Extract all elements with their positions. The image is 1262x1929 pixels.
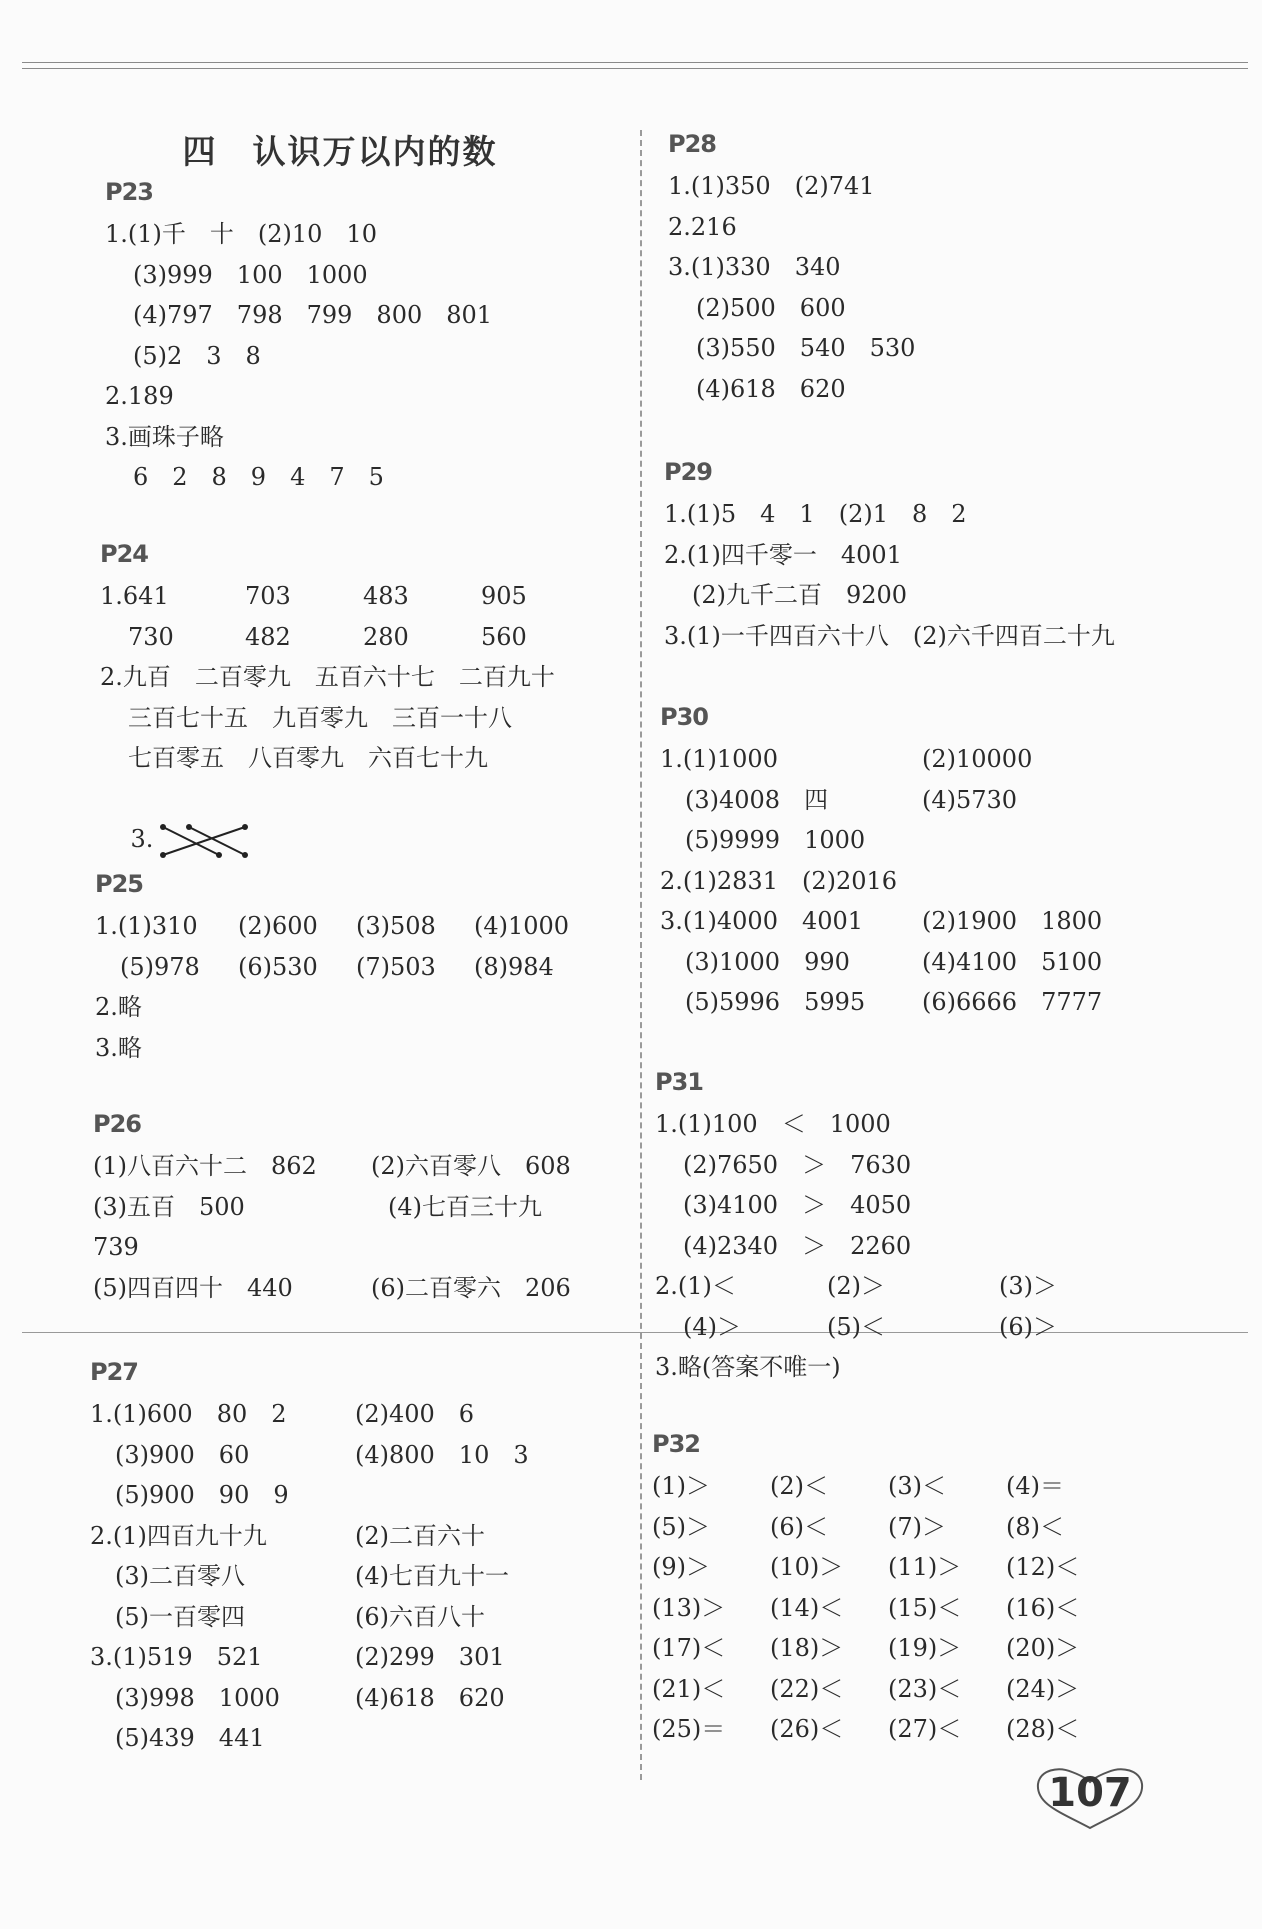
answer-line: 1.(1)100 ＜ 1000 xyxy=(655,1110,891,1138)
answer-line: 七百零五 八百零九 六百七十九 xyxy=(128,744,488,772)
section-heading: P26 xyxy=(93,1110,141,1138)
answer-line: (3)550 540 530 xyxy=(696,334,916,362)
answer-cell: (2)＞ xyxy=(827,1272,885,1300)
answer-row xyxy=(90,1718,529,1759)
top-rule xyxy=(22,62,1248,63)
answer-cell: (4)＞ xyxy=(683,1312,741,1341)
answer-cell: 2.(1)四百九十九 xyxy=(90,1521,267,1550)
answer-cell: (4)4100 5100 xyxy=(922,947,1103,976)
grid-cell: (12)＜ xyxy=(1006,1553,1080,1581)
answer-line: (2)九千二百 9200 xyxy=(692,581,908,609)
grid-cell: (8)＜ xyxy=(1006,1512,1064,1541)
answer-cell: (6)＞ xyxy=(999,1312,1057,1341)
answer-cell: (1)八百六十二 862 xyxy=(93,1152,317,1180)
grid-cell: (4)＝ xyxy=(1006,1472,1064,1500)
answer-row xyxy=(90,1556,529,1597)
section-heading: P31 xyxy=(655,1068,703,1096)
answer-cell: (3)＞ xyxy=(999,1272,1057,1300)
answer-cell: 482 xyxy=(245,622,291,651)
matching-lines-diagram xyxy=(159,821,249,861)
answer-cell: (4)七百三十九 xyxy=(388,1192,542,1221)
answer-cell: (4)七百九十一 xyxy=(355,1562,509,1590)
grid-cell: (5)＞ xyxy=(652,1512,710,1541)
section-heading: P29 xyxy=(664,458,712,486)
answer-cell: 730 xyxy=(128,622,174,651)
section-heading: P30 xyxy=(660,703,708,731)
section-p26 xyxy=(93,1110,571,1308)
answer-line: 2.216 xyxy=(668,212,737,241)
answer-line: 3.略(答案不唯一) xyxy=(655,1353,841,1381)
answer-cell: (3)1000 990 xyxy=(685,947,850,976)
section-heading: P28 xyxy=(668,130,716,158)
answer-line: (2)7650 ＞ 7630 xyxy=(683,1150,912,1179)
answer-cell: (5)978 xyxy=(120,952,200,981)
answer-cell: 483 xyxy=(363,582,409,610)
answer-cell: (2)600 xyxy=(238,912,318,940)
grid-cell: (9)＞ xyxy=(652,1553,710,1581)
column-divider xyxy=(640,130,642,1780)
answer-cell: (3)二百零八 xyxy=(115,1562,245,1590)
answer-row xyxy=(90,1435,529,1476)
section-heading: P24 xyxy=(100,540,148,568)
grid-cell: (23)＜ xyxy=(888,1674,962,1703)
answer-cell: (4)1000 xyxy=(474,912,570,940)
answer-cell: (5)5996 5995 xyxy=(685,988,866,1016)
answer-row xyxy=(660,861,1102,902)
grid-cell: (13)＞ xyxy=(652,1593,726,1622)
answer-cell: (2)1900 1800 xyxy=(922,907,1103,935)
answer-line: 1.(1)5 4 1 (2)1 8 2 xyxy=(664,500,967,528)
section-p27 xyxy=(90,1358,529,1759)
section-heading: P32 xyxy=(652,1430,700,1458)
answer-row xyxy=(90,1678,529,1719)
answer-cell: (5)9999 1000 xyxy=(685,826,866,854)
answer-cell: 2.(1)2831 (2)2016 xyxy=(660,866,898,895)
answer-line: (5)2 3 8 xyxy=(133,341,261,370)
answer-line: 三百七十五 九百零九 三百一十八 xyxy=(128,703,512,732)
answer-line: (3)999 100 1000 xyxy=(133,260,368,289)
answer-cell: 905 xyxy=(481,582,527,610)
answer-line: 3.(1)330 340 xyxy=(668,253,841,281)
section-p29 xyxy=(664,458,1115,656)
question-number: 3. xyxy=(130,825,154,853)
chapter-title: 四 认识万以内的数 xyxy=(182,132,498,171)
answer-row xyxy=(660,942,1102,983)
answer-cell: 1.(1)310 xyxy=(95,912,198,940)
answer-cell: 703 xyxy=(245,582,291,610)
answer-cell: (3)900 60 xyxy=(115,1440,250,1469)
answer-row xyxy=(655,1307,1057,1348)
grid-cell: (7)＞ xyxy=(888,1512,946,1541)
section-heading: P23 xyxy=(105,178,153,206)
grid-cell: (14)＜ xyxy=(770,1593,844,1622)
grid-cell: (16)＜ xyxy=(1006,1593,1080,1622)
grid-cell: (21)＜ xyxy=(652,1674,726,1703)
answer-cell: 3.(1)519 521 xyxy=(90,1643,263,1671)
answer-cell: 2.(1)＜ xyxy=(655,1272,736,1300)
grid-cell: (24)＞ xyxy=(1006,1674,1080,1703)
answer-line: (4)618 620 xyxy=(696,374,846,403)
grid-cell: (1)＞ xyxy=(652,1472,710,1500)
grid-cell: (26)＜ xyxy=(770,1715,844,1743)
answer-row xyxy=(93,1187,571,1228)
answer-line: 2.九百 二百零九 五百六十七 二百九十 xyxy=(100,663,555,691)
answer-cell: 3.(1)4000 4001 xyxy=(660,907,864,935)
answer-cell: (2)10000 xyxy=(922,745,1033,773)
answer-row xyxy=(660,901,1102,942)
answer-line: 3.画珠子略 xyxy=(105,422,224,451)
section-heading: P25 xyxy=(95,870,143,898)
scan-fold-line xyxy=(22,1332,1248,1333)
answer-cell: (2)六百零八 608 xyxy=(371,1152,571,1180)
grid-cell: (11)＞ xyxy=(888,1553,962,1581)
grid-cell: (19)＞ xyxy=(888,1634,962,1662)
section-p31 xyxy=(655,1068,1057,1388)
answer-line: 2.(1)四千零一 4001 xyxy=(664,540,902,569)
answer-cell: (8)984 xyxy=(474,952,554,981)
answer-row xyxy=(100,617,555,658)
answer-row xyxy=(90,1475,529,1516)
grid-cell: (6)＜ xyxy=(770,1512,828,1541)
answer-row xyxy=(95,906,569,947)
grid-cell: (2)＜ xyxy=(770,1472,828,1500)
answer-line: 3.略 xyxy=(95,1033,142,1062)
answer-row xyxy=(95,947,569,988)
answer-cell: (4)5730 xyxy=(922,785,1018,814)
section-p32 xyxy=(652,1430,1124,1750)
answer-cell: (6)530 xyxy=(238,952,318,981)
answer-line: (4)2340 ＞ 2260 xyxy=(683,1231,912,1260)
answer-line: 6 2 8 9 4 7 5 xyxy=(133,463,384,491)
answer-cell: (7)503 xyxy=(356,952,436,981)
answer-cell: (5)900 90 9 xyxy=(115,1481,289,1509)
answer-cell: (5)439 441 xyxy=(115,1724,265,1752)
top-rule-2 xyxy=(22,68,1248,69)
grid-cell: (20)＞ xyxy=(1006,1634,1080,1662)
answer-line: 1.(1)350 (2)741 xyxy=(668,172,875,200)
answer-cell: (2)二百六十 xyxy=(355,1521,485,1550)
section-p23 xyxy=(105,178,492,498)
section-p30 xyxy=(660,703,1102,1023)
answer-row xyxy=(660,739,1102,780)
section-p25 xyxy=(95,870,569,1068)
answer-cell: (2)299 301 xyxy=(355,1643,505,1671)
grid-cell: (17)＜ xyxy=(652,1634,726,1662)
answer-cell: 1.(1)600 80 2 xyxy=(90,1400,287,1428)
grid-cell: (3)＜ xyxy=(888,1472,946,1500)
answer-cell: (4)618 620 xyxy=(355,1683,505,1712)
answer-row xyxy=(93,1268,571,1309)
answer-row xyxy=(93,1146,571,1187)
answer-cell: 280 xyxy=(363,622,409,651)
answer-row xyxy=(660,820,1102,861)
answer-cell: (2)400 6 xyxy=(355,1400,475,1428)
answer-cell: (5)一百零四 xyxy=(115,1602,245,1631)
grid-cell: (27)＜ xyxy=(888,1715,962,1743)
section-p24 xyxy=(100,540,555,901)
answer-row xyxy=(660,982,1102,1023)
answer-row xyxy=(90,1394,529,1435)
grid-cell: (10)＞ xyxy=(770,1553,844,1581)
answer-cell: (5)四百四十 440 xyxy=(93,1273,293,1302)
answer-line: 1.(1)千 十 (2)10 10 xyxy=(105,220,377,248)
answer-cell: (4)800 10 3 xyxy=(355,1440,529,1469)
answer-line: (4)797 798 799 800 801 xyxy=(133,301,493,329)
answer-cell: (3)998 1000 xyxy=(115,1683,280,1712)
answer-cell: 1.641 xyxy=(100,582,169,610)
answer-cell: (6)6666 7777 xyxy=(922,988,1103,1016)
page-number: 107 xyxy=(1048,1770,1132,1816)
answer-row xyxy=(90,1597,529,1638)
answer-line: 2.略 xyxy=(95,993,142,1021)
answer-cell: (5)＜ xyxy=(827,1312,885,1341)
answer-cell: (3)508 xyxy=(356,912,436,940)
comparison-grid xyxy=(652,1466,1124,1750)
answer-cell: (3)4008 四 xyxy=(685,785,829,814)
answer-row xyxy=(90,1637,529,1678)
grid-cell: (22)＜ xyxy=(770,1674,844,1703)
grid-cell: (25)＝ xyxy=(652,1715,726,1743)
grid-cell: (15)＜ xyxy=(888,1593,962,1622)
answer-line: 739 xyxy=(93,1233,139,1261)
answer-cell: 1.(1)1000 xyxy=(660,745,778,773)
answer-cell: (6)六百八十 xyxy=(355,1602,485,1631)
answer-line: (2)500 600 xyxy=(696,293,846,322)
section-heading: P27 xyxy=(90,1358,138,1386)
answer-line: (3)4100 ＞ 4050 xyxy=(683,1191,912,1219)
answer-line: 3.(1)一千四百六十八 (2)六千四百二十九 xyxy=(664,621,1115,650)
answer-line: 2.189 xyxy=(105,382,174,410)
answer-cell: (3)五百 500 xyxy=(93,1192,245,1221)
grid-cell: (28)＜ xyxy=(1006,1715,1080,1743)
section-p28 xyxy=(668,130,915,409)
answer-row xyxy=(660,780,1102,821)
answer-row xyxy=(90,1516,529,1557)
grid-cell: (18)＞ xyxy=(770,1634,844,1662)
answer-cell: 560 xyxy=(481,622,527,651)
answer-row xyxy=(655,1266,1057,1307)
answer-cell: (6)二百零六 206 xyxy=(371,1273,571,1302)
answer-row xyxy=(100,576,555,617)
